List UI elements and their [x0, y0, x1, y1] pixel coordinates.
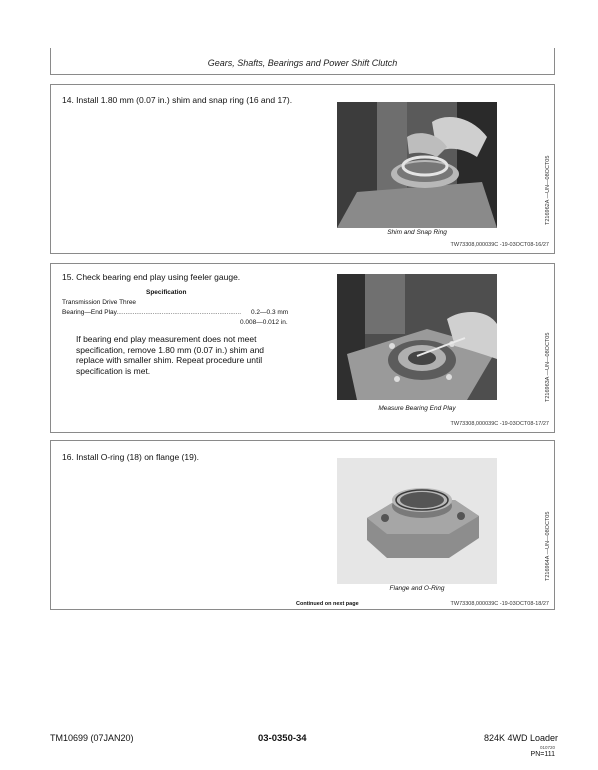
spec-value-in: 0.008—0.012 in.: [240, 319, 288, 326]
model-name: 824K 4WD Loader: [483, 733, 558, 743]
shim-snap-ring-photo: [337, 102, 497, 228]
step-15-section: [50, 263, 555, 433]
header-box: [50, 48, 555, 75]
step-16-reference: TW73308,000039C -19-03OCT08-18/27: [450, 601, 549, 607]
step-14-section: [50, 84, 555, 254]
spec-value-mm: 0.2—0.3 mm: [251, 309, 289, 316]
section-title: Gears, Shafts, Bearings and Power Shift Clutch: [207, 58, 398, 68]
step-14-caption: Shim and Snap Ring: [387, 229, 447, 236]
flange-oring-photo: [337, 458, 497, 584]
continued-note: Continued on next page: [296, 601, 359, 607]
spec-label-line2: Bearing—End Play.....................................................................: [62, 309, 242, 316]
manual-number: TM10699 (07JAN20): [50, 733, 134, 743]
step-15-reference: TW73308,000039C -19-03OCT08-17/27: [450, 421, 549, 427]
step-15-figure-code: T216963A —UN—08OCT05: [545, 332, 551, 402]
measure-end-play-photo: [337, 274, 497, 400]
step-16-text: 16. Install O-ring (18) on flange (19).: [62, 452, 200, 462]
page-number: 03-0350-34: [258, 733, 307, 744]
step-15-text: 15. Check bearing end play using feeler gauge.: [62, 272, 241, 282]
spec-label-line1: Transmission Drive Three: [62, 299, 137, 306]
step-16-section: [50, 440, 555, 610]
step-14-reference: TW73308,000039C -19-03OCT08-16/27: [450, 242, 549, 248]
step-14-figure-code: T216962A —UN—08OCT05: [545, 155, 551, 225]
spec-heading: Specification: [146, 289, 187, 296]
pn-number: PN=111: [530, 751, 555, 758]
step-15-caption: Measure Bearing End Play: [378, 405, 456, 412]
footer-date-code: 010720: [539, 745, 555, 750]
step-16-figure-code: T216964A —UN—08OCT05: [545, 511, 551, 581]
step-15-paragraph: If bearing end play measurement does not meet specification, remove 1.80 mm (0.07 in.) shim and replace with smaller shim. Repeat procedure until specification is met.: [76, 334, 265, 376]
step-14-text: 14. Install 1.80 mm (0.07 in.) shim and snap ring (16 and 17).: [62, 95, 293, 105]
step-16-caption: Flange and O-Ring: [389, 585, 445, 592]
